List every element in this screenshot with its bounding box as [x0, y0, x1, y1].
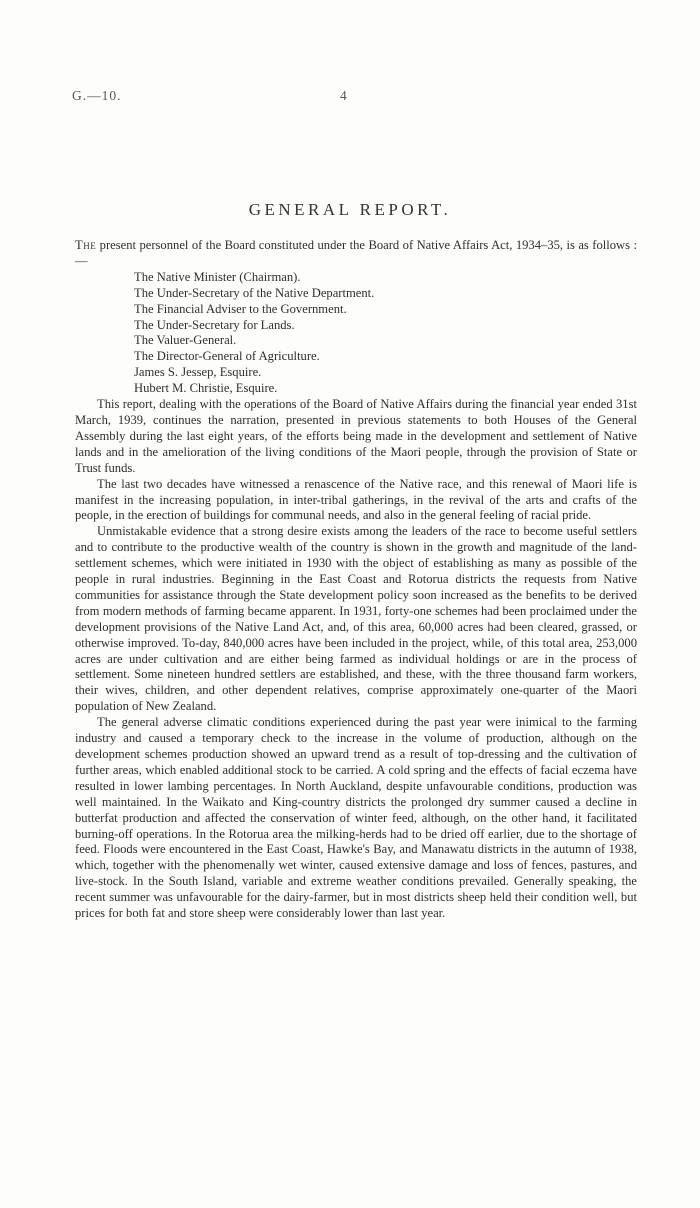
section-title: GENERAL REPORT. [248, 200, 452, 219]
board-member: The Under-Secretary of the Native Department. [134, 285, 375, 300]
board-member: Hubert M. Christie, Esquire. [134, 381, 278, 396]
body-paragraph: The last two decades have witnessed a renascence of the Native race, and this renewal of Maori life is manifest in the increasing population, in inter-tribal gatherings, in the revival of the arts and crafts of the people, in the erection of buildings for communal needs, and also in the general feeling of racial pride. [75, 476, 637, 523]
board-member: The Under-Secretary for Lands. [134, 317, 295, 332]
intro-text: present personnel of the Board constituted under the Board of Native Affairs Act, 1934–35, is as follows :— [75, 238, 637, 268]
body-paragraph: The general adverse climatic conditions experienced during the past year were inimical to the farming industry and caused a temporary check to the increase in the volume of production, although on the development schemes production showed an upward trend as a result of top-dressing and the cultivation of further areas, which enabled additional stock to be carried. A cold spring and the effects of facial eczema have resulted in lower lambing percentages. In North Auckland, despite unfavourable conditions, production was well maintained. In the Waikato and King-country districts the prolonged dry summer caused a decline in butterfat production and affected the conservation of winter feed, although, on the other hand, it facilitated burning-off operations. In the Rotorua area the milking-herds had to be dried off earlier, due to the shortage of feed. Floods were encountered in the East Coast, Hawke's Bay, and Manawatu districts in the autumn of 1938, which, together with the phenomenally wet winter, caused extensive damage and loss of fences, pastures, and live-stock. In the South Island, variable and extreme weather conditions prevailed. Generally speaking, the recent summer was unfavourable for the dairy-farmer, but in most districts sheep held their condition well, but prices for both fat and store sheep were considerably lower than last year. [75, 715, 637, 921]
board-member: The Valuer-General. [134, 333, 237, 348]
board-member: The Financial Adviser to the Government. [134, 301, 347, 316]
body-paragraph: Unmistakable evidence that a strong desire exists among the leaders of the race to become useful settlers and to contribute to the productive wealth of the country is shown in the growth and magnitude of the land-settlement schemes, which were initiated in 1930 with the object of establishing as many as possible of the people in rural industries. Beginning in the East Coast and Rotorua districts the requests from Native communities for assistance through the State development policy soon increased as the benefits to be derived from modern methods of farming became apparent. In 1931, forty-one schemes had been proclaimed under the development provisions of the Native Land Act, and, of this area, 60,000 acres had been cleared, grassed, or otherwise improved. To-day, 840,000 acres have been included in the project, while, of this total area, 253,000 acres are under cultivation and are either being farmed as individual holdings or are in the process of settlement. Some nineteen hundred settlers are established, and these, with the three thousand farm workers, their wives, children, and other dependent relatives, comprise approximately one-quarter of the Maori population of New Zealand. [75, 524, 637, 714]
board-member: The Director-General of Agriculture. [134, 349, 320, 364]
body-paragraph: This report, dealing with the operations of the Board of Native Affairs during the financial year ended 31st March, 1939, continues the narration, presented in previous statements to both Houses of the General Assembly during the last eight years, of the efforts being made in the development and settlement of Native lands and in the amelioration of the living conditions of the Maori people, through the provision of State or Trust funds. [75, 397, 637, 475]
intro-lead-word: The [75, 238, 97, 252]
document-reference: G.—10. [72, 88, 122, 103]
board-member: The Native Minister (Chairman). [134, 269, 301, 284]
board-members-list [134, 270, 637, 397]
intro-paragraph [75, 238, 637, 270]
board-member: James S. Jessep, Esquire. [134, 365, 262, 380]
report-body [75, 238, 637, 922]
page-number: 4 [340, 88, 348, 103]
